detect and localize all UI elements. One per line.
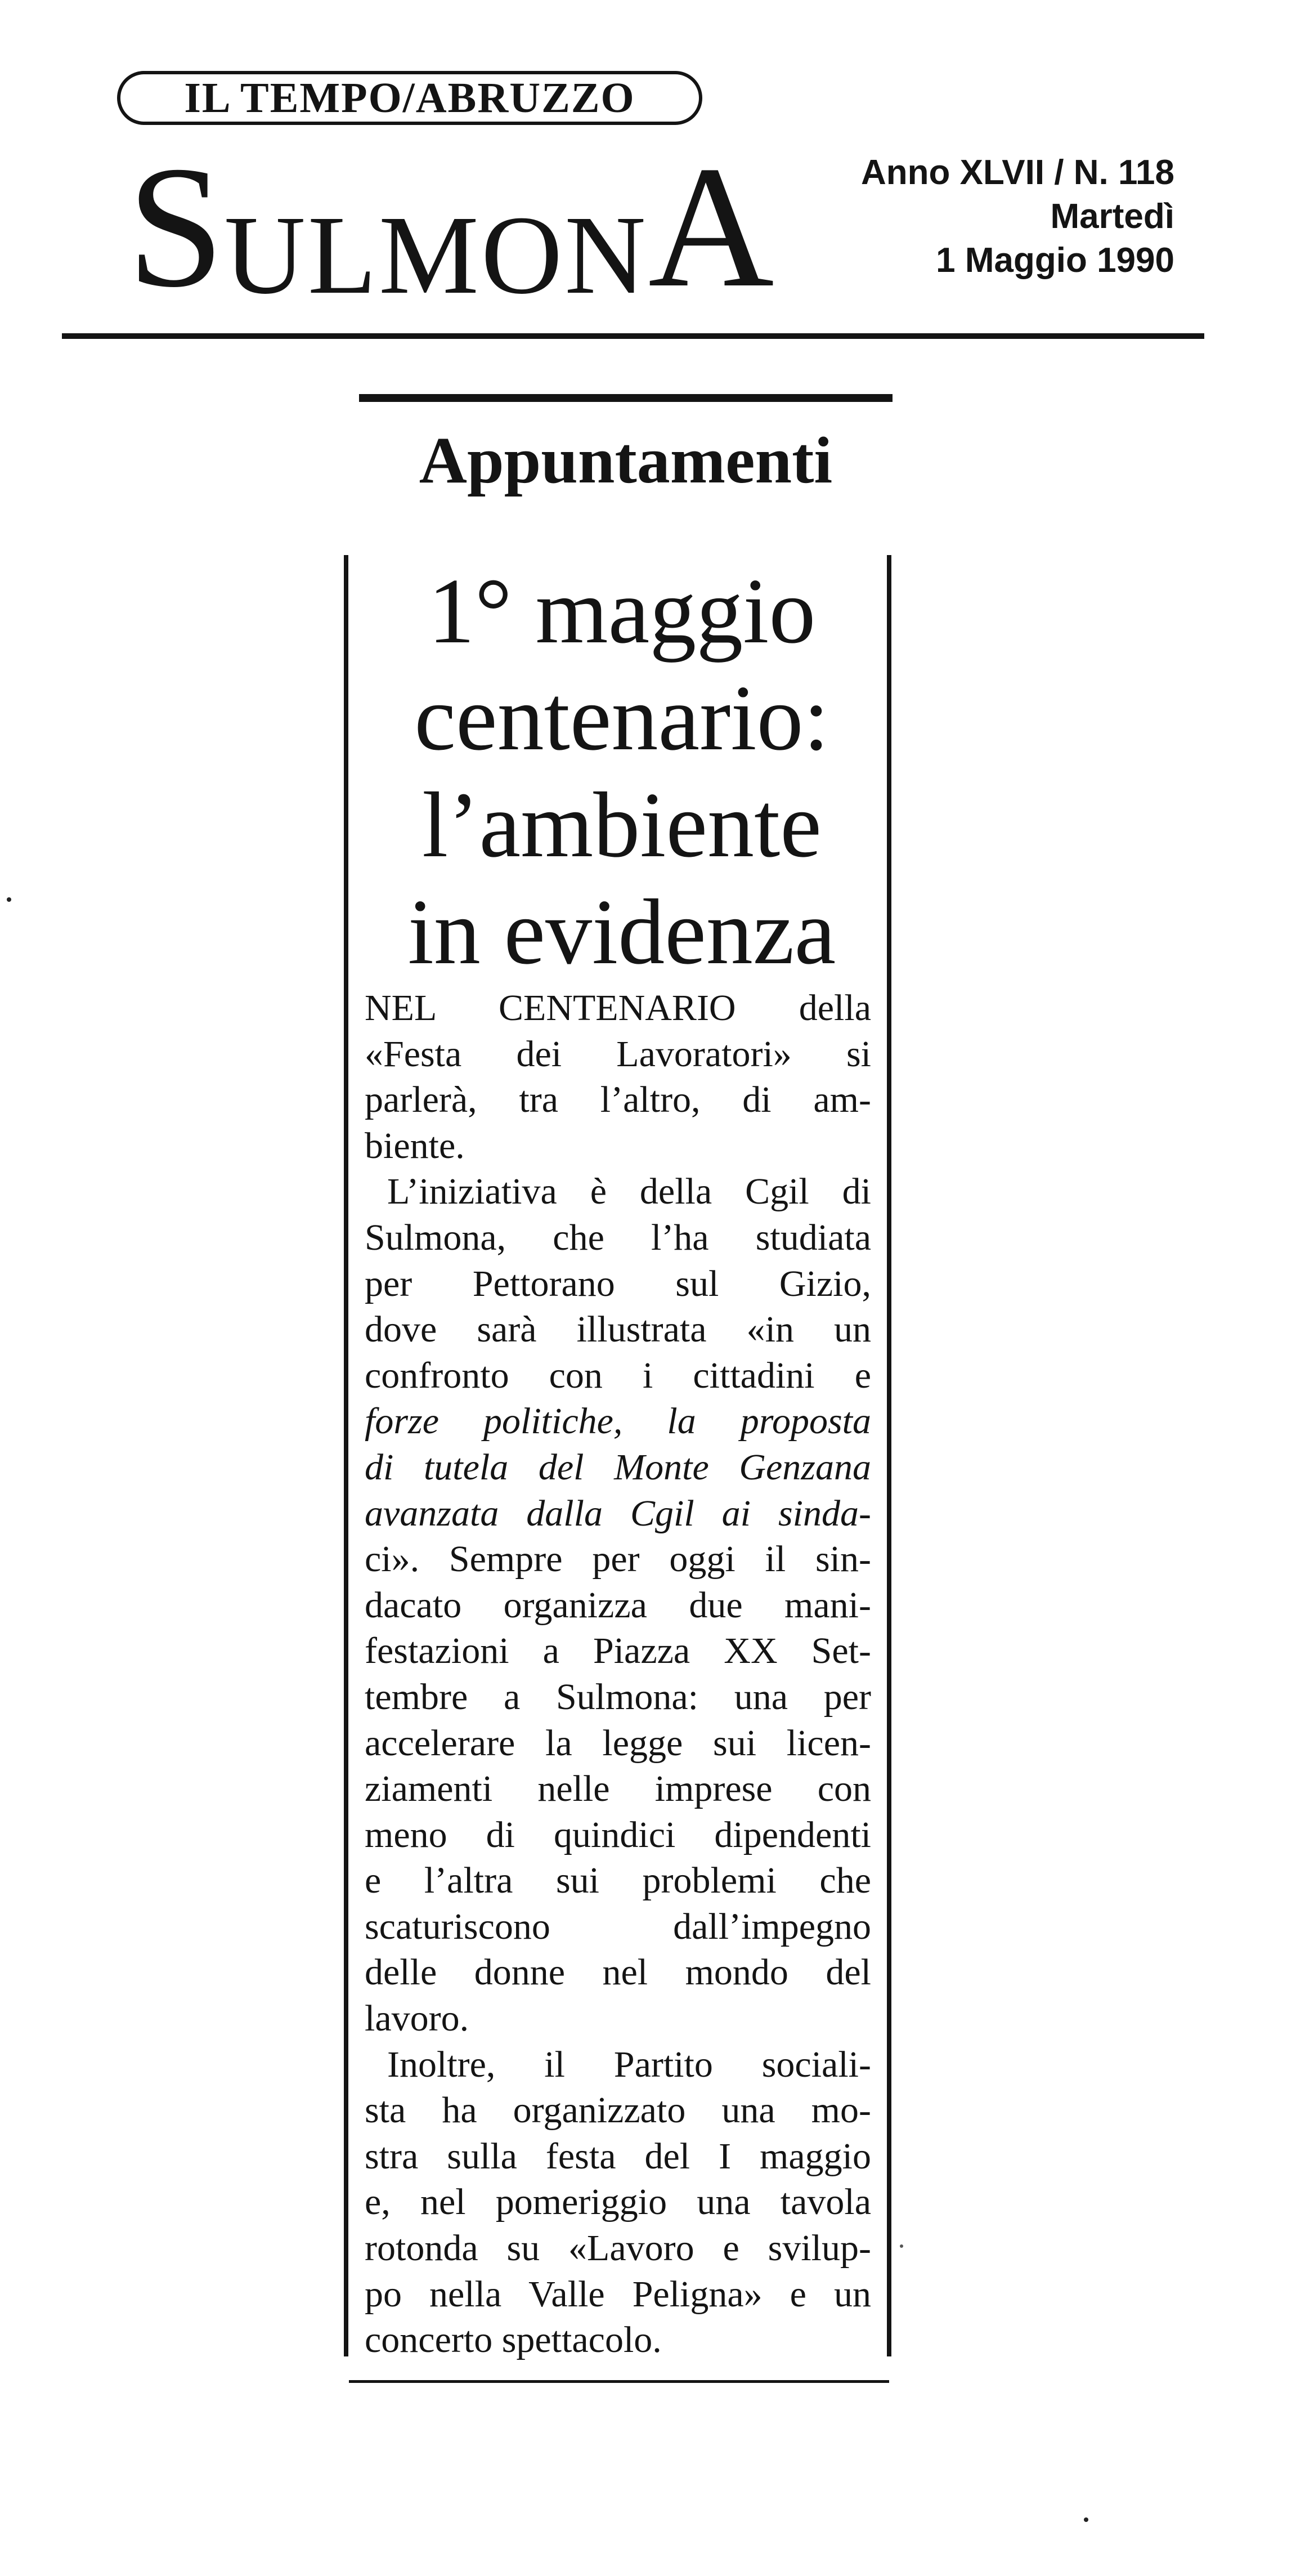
issue-info <box>861 151 1174 283</box>
body-line: festazioni a Piazza XX Set- <box>365 1630 871 1672</box>
city-title <box>127 131 774 329</box>
city-title-first-letter: S <box>127 131 225 324</box>
body-line: tembre a Sulmona: una per <box>365 1676 871 1718</box>
body-line: Sulmona, che l’ha studiata <box>365 1217 871 1258</box>
body-line: «Festa dei Lavoratori» si <box>365 1033 871 1075</box>
column-top-rule <box>359 394 893 402</box>
body-line: rotonda su «Lavoro e svilup- <box>365 2228 871 2269</box>
issue-date: 1 Maggio 1990 <box>936 241 1174 280</box>
headline-line: l’ambiente <box>422 773 822 876</box>
column-right-border <box>887 555 891 2356</box>
body-line: dove sarà illustrata «in un <box>365 1309 871 1350</box>
headline-line: 1° maggio <box>428 559 816 663</box>
body-line: di tutela del Monte Genzana <box>365 1446 871 1488</box>
body-line: NEL CENTENARIO della <box>365 987 871 1028</box>
headline-line: in evidenza <box>407 880 836 983</box>
body-line: dacato organizza due mani- <box>365 1584 871 1626</box>
body-line: e l’altra sui problemi che <box>365 1860 871 1902</box>
body-line: L’iniziativa è della Cgil di <box>387 1171 871 1213</box>
body-line: parlerà, tra l’altro, di am- <box>365 1079 871 1121</box>
body-line: po nella Valle Peligna» e un <box>365 2273 871 2315</box>
body-line: Inoltre, il Partito sociali- <box>387 2043 871 2085</box>
body-line: sta ha organizzato una mo- <box>365 2090 871 2131</box>
article-headline <box>360 557 884 985</box>
body-line: lavoro. <box>365 1998 469 2040</box>
column-left-border <box>344 555 348 2356</box>
body-line: delle donne nel mondo del <box>365 1952 871 1993</box>
column-bottom-rule <box>349 2380 889 2383</box>
body-line: ci». Sempre per oggi il sin- <box>365 1539 871 1580</box>
body-line: ziamenti nelle imprese con <box>365 1768 871 1810</box>
body-line: accelerare la legge sui licen- <box>365 1722 871 1764</box>
article-body <box>365 985 871 2363</box>
body-line: e, nel pomeriggio una tavola <box>365 2181 871 2223</box>
body-line: forze politiche, la proposta <box>365 1401 871 1442</box>
issue-weekday: Martedì <box>1050 197 1174 236</box>
body-line: confronto con i cittadini e <box>365 1354 871 1396</box>
masthead-divider <box>62 333 1204 339</box>
body-line: meno di quindici dipendenti <box>365 1814 871 1855</box>
body-line: avanzata dalla Cgil ai sinda- <box>365 1492 871 1534</box>
headline-line: centenario: <box>414 666 829 770</box>
masthead <box>0 0 1305 349</box>
body-line: stra sulla festa del I maggio <box>365 2135 871 2177</box>
city-title-middle: ULMON <box>224 193 648 317</box>
newspaper-badge: IL TEMPO/ABRUZZO <box>117 71 702 125</box>
body-line: biente. <box>365 1125 465 1166</box>
city-title-last-letter: A <box>648 131 774 324</box>
body-line: scaturiscono dall’impegno <box>365 1906 871 1947</box>
issue-number: Anno XLVII / N. 118 <box>861 153 1174 192</box>
section-heading: Appuntamenti <box>419 423 833 497</box>
body-line: per Pettorano sul Gizio, <box>365 1263 871 1304</box>
body-line: concerto spettacolo. <box>365 2319 662 2361</box>
